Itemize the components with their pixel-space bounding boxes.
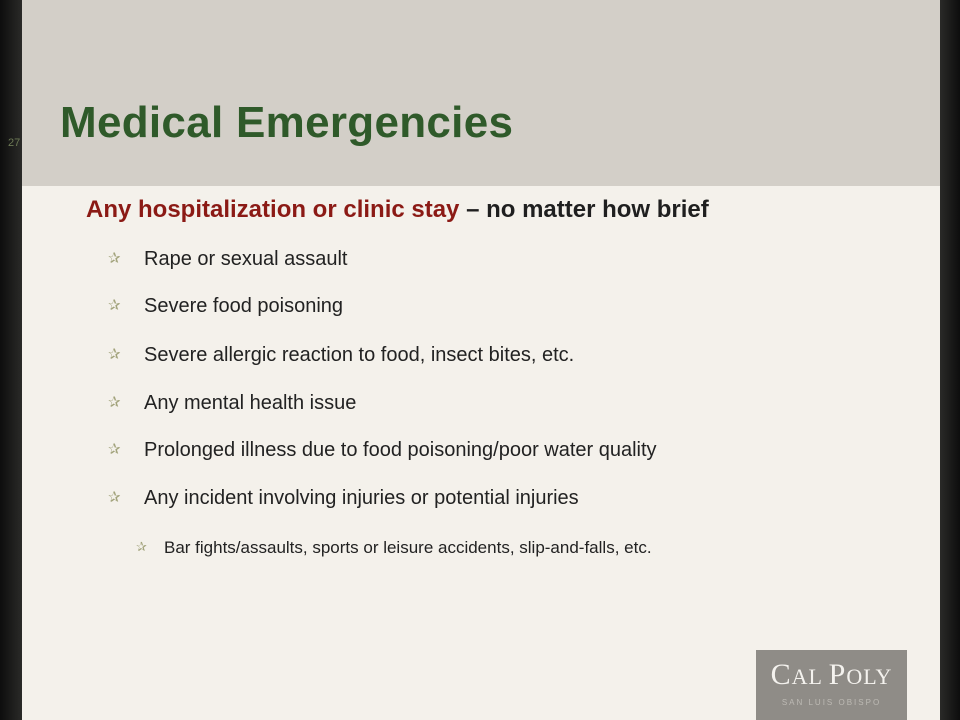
- list-item-text: Rape or sexual assault: [144, 248, 348, 270]
- logo-tagline: SAN LUIS OBISPO: [781, 698, 882, 707]
- heading-rest: – no matter how brief: [459, 196, 709, 223]
- heading-bullet: [86, 196, 709, 224]
- star-bullet-icon: ✰: [108, 441, 121, 458]
- list-item-text: Severe allergic reaction to food, insect bites, etc.: [144, 344, 575, 366]
- cal-poly-logo: [756, 650, 907, 720]
- star-bullet-icon: ✰: [108, 297, 121, 314]
- star-bullet-icon: ✰: [136, 539, 147, 554]
- list-item: [108, 344, 574, 367]
- list-item-text: Prolonged illness due to food poisoning/poor water quality: [144, 439, 657, 461]
- list-item: [108, 439, 657, 462]
- title-band: [22, 0, 940, 186]
- frame-left: [0, 0, 22, 720]
- slide-title: Medical Emergencies: [60, 98, 514, 147]
- list-item-text: Severe food poisoning: [144, 295, 344, 317]
- list-item: [108, 392, 356, 415]
- list-item-text: Any incident involving injuries or potential injuries: [144, 487, 579, 509]
- star-bullet-icon: ✰: [108, 489, 121, 506]
- frame-right: [940, 0, 960, 720]
- list-item: [108, 295, 343, 318]
- list-item-text: Any mental health issue: [144, 392, 357, 414]
- logo-wordmark: CAL POLY: [770, 658, 893, 691]
- list-item: [108, 487, 579, 510]
- list-item: [108, 248, 347, 271]
- slide-number: 27: [8, 137, 21, 149]
- sub-list-item-text: Bar fights/assaults, sports or leisure accidents, slip-and-falls, etc.: [164, 538, 652, 557]
- star-bullet-icon: ✰: [108, 250, 121, 267]
- heading-highlight: Any hospitalization or clinic stay: [86, 196, 460, 223]
- sub-list-item: [136, 538, 652, 558]
- star-bullet-icon: ✰: [108, 346, 121, 363]
- star-bullet-icon: ✰: [108, 394, 121, 411]
